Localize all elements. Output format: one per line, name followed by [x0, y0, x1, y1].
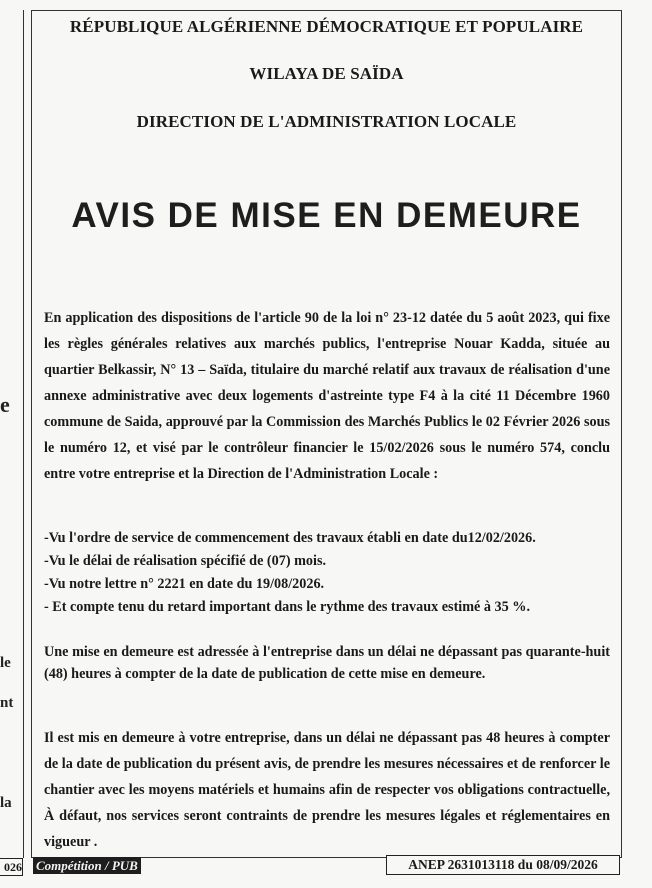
- adjacent-text-fragment: le: [0, 655, 11, 671]
- header-republic: RÉPUBLIQUE ALGÉRIENNE DÉMOCRATIQUE ET POPULAIRE: [69, 17, 584, 36]
- header-direction: DIRECTION DE L'ADMINISTRATION LOCALE: [136, 112, 517, 131]
- anep-reference: ANEP 2631013118 du 08/09/2026: [386, 855, 620, 875]
- adjacent-column-fragment: [0, 0, 26, 888]
- header-wilaya: WILAYA DE SAÏDA: [249, 64, 404, 83]
- paragraph-injunction: Il est mis en demeure à votre entreprise, dans un délai ne dépassant pas 48 heures à compter de la date de publication du présent avis, de prendre les mesures nécessaires et de renforcer le chantier avec les moyens matériels et humains afin de respecter vos obligations contractuelle, À défaut, nos services seront contraints de prendre les mesures légales et réglementaires en vigueur .: [44, 730, 610, 850]
- list-item: - Et compte tenu du retard important dans le rythme des travaux estimé à 35 %.: [44, 599, 531, 615]
- list-item: -Vu notre lettre n° 2221 en date du 19/08/2026.: [44, 576, 325, 592]
- section-label: Compétition / PUB: [33, 857, 141, 874]
- adjacent-text-fragment: la: [0, 795, 12, 811]
- paragraph-application: En application des dispositions de l'article 90 de la loi n° 23-12 datée du 5 août 2023, qui fixe les règles générales relatives aux marchés publics, l'entreprise Nouar Kadda, située au quartier Belkassir, N° 13 – Saïda, titulaire du marché relatif aux travaux de réalisation d'une annexe administrative avec deux logements d'astreinte type F4 à la cité 11 Décembre 1960 commune de Saida, approuvé par la Commission des Marchés Publics le 02 Février 2026 sous le numéro 12, et visé par le contrôleur financier le 15/02/2026 sous le numéro 574, conclu entre votre entreprise et la Direction de l'Administration Locale :: [44, 310, 610, 482]
- column-divider: [23, 10, 24, 858]
- adjacent-text-fragment: nt: [0, 695, 14, 711]
- list-item: -Vu l'ordre de service de commencement des travaux établi en date du12/02/2026.: [44, 530, 536, 546]
- list-item: -Vu le délai de réalisation spécifié de (07) mois.: [44, 553, 327, 569]
- paragraph-notice: Une mise en demeure est adressée à l'entreprise dans un délai ne dépassant pas quarante-huit (48) heures à compter de la date de publication de cette mise en demeure.: [44, 644, 610, 682]
- considerations-list: [44, 527, 610, 619]
- notice-title: AVIS DE MISE EN DEMEURE: [71, 196, 582, 235]
- adjacent-text-fragment: e: [0, 392, 10, 417]
- adjacent-footer-fragment: 026: [0, 858, 23, 876]
